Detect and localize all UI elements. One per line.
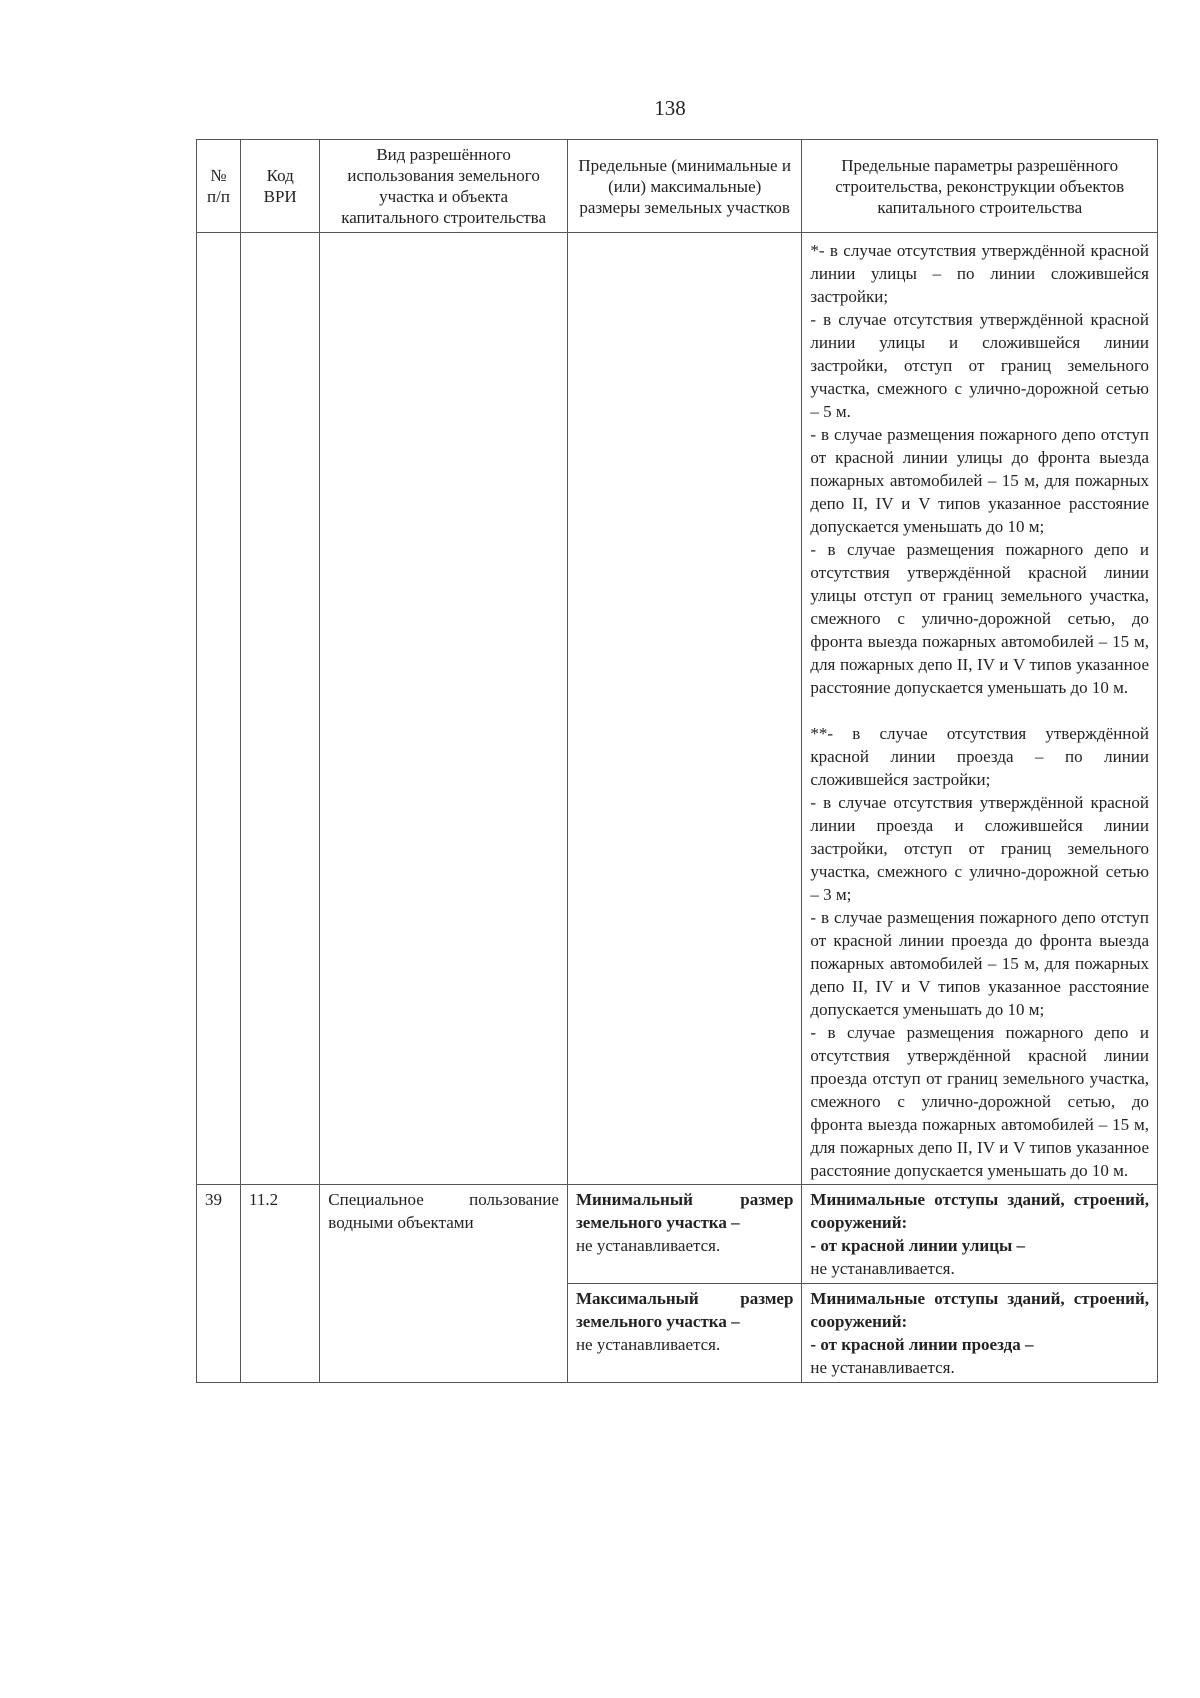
params-1-item: - от красной линии улицы – [810, 1236, 1026, 1255]
params-paragraph: - в случае размещения пожарного депо отступ от красной линии улицы до фронта выезда пожарных автомобилей – 15 м, для пожарных депо II, IV и V типов указанное расстояние допускается уменьшать до 10 м; [810, 425, 1149, 536]
params-2-item: - от красной линии проезда – [810, 1335, 1034, 1354]
params-2-title: Минимальные отступы зданий, строений, сооружений: [810, 1289, 1149, 1331]
cell-size-empty [567, 233, 801, 1185]
params-1-title: Минимальные отступы зданий, строений, сооружений: [810, 1190, 1149, 1232]
cell-min-size [567, 1185, 801, 1284]
min-size-value: не устанавливается. [575, 1236, 721, 1255]
cell-params-2 [802, 1284, 1158, 1383]
max-size-title: Максимальный размер земельного участка – [575, 1289, 794, 1331]
cell-params-1 [802, 1185, 1158, 1284]
header-code: Код ВРИ [241, 140, 320, 233]
max-size-value: не устанавливается. [575, 1335, 721, 1354]
table-row-39 [197, 1185, 1158, 1284]
params-paragraph: **- в случае отсутствия утверждённой красной линии проезда – по линии сложившейся застройки; [810, 724, 1149, 789]
params-paragraph: - в случае размещения пожарного депо и отсутствия утверждённой красной линии проезда отступ от границ земельного участка, смежного с улично-дорожной сетью, до фронта выезда пожарных автомобилей – 15 м, для пожарных депо II, IV и V типов указанное расстояние допускается уменьшать до 10 м. [810, 1023, 1149, 1180]
page-number: 138 [654, 96, 686, 120]
cell-num-empty [197, 233, 241, 1185]
cell-code-empty [241, 233, 320, 1185]
params-paragraph: - в случае размещения пожарного депо и отсутствия утверждённой красной линии улицы отступ от границ земельного участка, смежного с улично-дорожной сетью, до фронта выезда пожарных автомобилей – 15 м, для пожарных депо II, IV и V типов указанное расстояние допускается уменьшать до 10 м. [810, 540, 1149, 697]
min-size-title: Минимальный размер земельного участка – [575, 1190, 794, 1232]
params-2-value: не устанавливается. [810, 1358, 955, 1377]
params-paragraph: *- в случае отсутствия утверждённой красной линии улицы – по линии сложившейся застройки; [810, 241, 1149, 306]
header-size: Предельные (минимальные и (или) максимальные) размеры земельных участков [567, 140, 801, 233]
params-paragraph: - в случае отсутствия утверждённой красной линии проезда и сложившейся линии застройки, отступ от границ земельного участка, смежного с улично-дорожной сетью – 3 м; [810, 793, 1149, 904]
cell-num: 39 [197, 1185, 241, 1383]
regulations-table [196, 139, 1158, 1383]
table-header-row [197, 140, 1158, 233]
params-1-value: не устанавливается. [810, 1259, 955, 1278]
cell-code: 11.2 [241, 1185, 320, 1383]
cell-use: Специальное пользование водными объектами [320, 1185, 568, 1383]
header-num: № п/п [197, 140, 241, 233]
header-use: Вид разрешённого использования земельного участка и объекта капитального строительства [320, 140, 568, 233]
params-paragraph: - в случае отсутствия утверждённой красной линии улицы и сложившейся линии застройки, отступ от границ земельного участка, смежного с улично-дорожной сетью – 5 м. [810, 310, 1149, 421]
cell-params-continued [802, 233, 1158, 1185]
cell-use-empty [320, 233, 568, 1185]
params-paragraph: - в случае размещения пожарного депо отступ от красной линии проезда до фронта выезда пожарных автомобилей – 15 м, для пожарных депо II, IV и V типов указанное расстояние допускается уменьшать до 10 м; [810, 908, 1149, 1019]
table-row-continued [197, 233, 1158, 1185]
header-params: Предельные параметры разрешённого строительства, реконструкции объектов капитального строительства [802, 140, 1158, 233]
cell-max-size [567, 1284, 801, 1383]
